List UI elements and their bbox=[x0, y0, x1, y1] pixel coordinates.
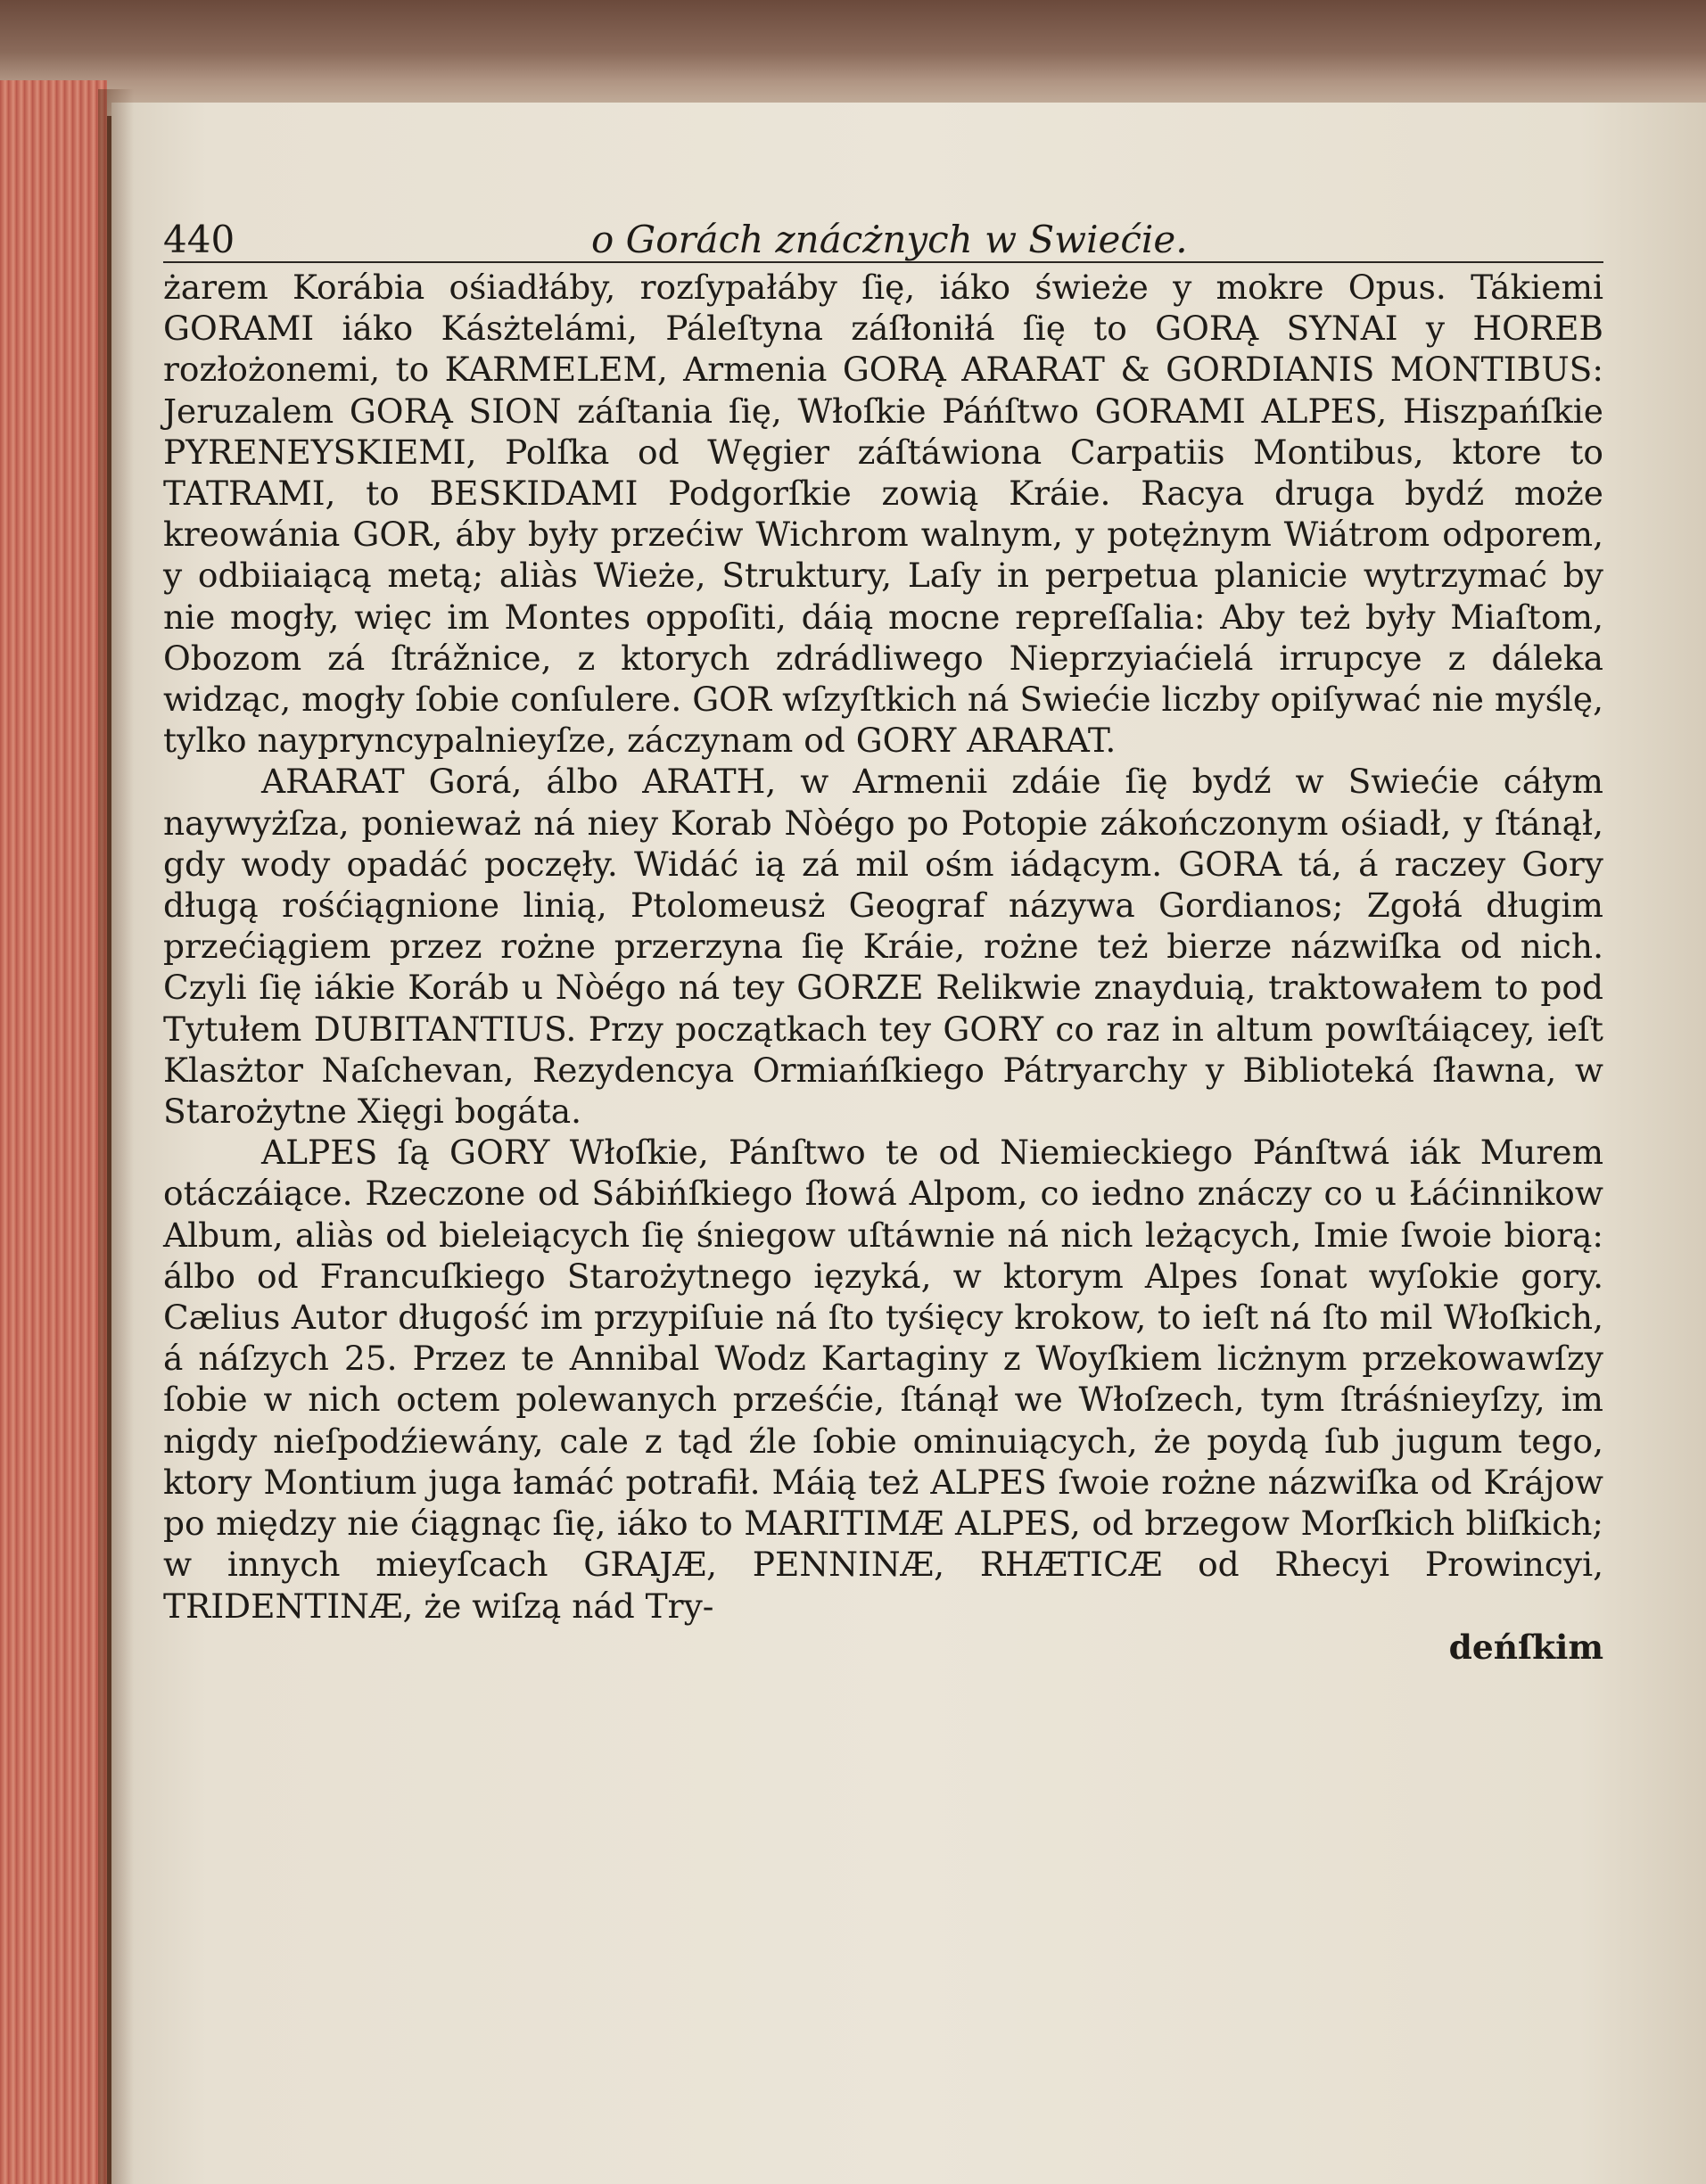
paragraph-continuation: żarem Korábia ośiadłáby, rozſypałáby ſię, iáko świeże y mokre Opus. Tákiemi GORAMI iáko Kásżtelámi, Páleſtyna záſłoniłá ſię to GORĄ SYNAI y HOREB rozłożonemi, to KARMELEM, Armenia GORĄ ARARAT & GORDIANIS MONTIBUS: Jeruzalem GORĄ SION záſtania ſię, Włoſkie Páńſtwo GORAMI ALPES, Hiszpańſkie PYRENEYSKIEMI, Polſka od Węgier záſtáwiona Carpatiis Montibus, ktore to TATRAMI, to BESKIDAMI Podgorſkie zowią Kráie. Racya druga bydź może kreowánia GOR, áby były przećiw Wichrom walnym, y potężnym Wiátrom odporem, y odbiiaiącą metą; aliàs Wieże, Struktury, Laſy in perpetua planicie wytrzymać by nie mogły, więc im Montes oppoſiti, dáią mocne repreſſalia: Aby też były Miaſtom, Obozom zá ſtrážnice, z ktorych zdrádliwego Nieprzyiaćielá irrupcye z dáleka widząc, mogły ſobie conſulere. GOR wſzyſtkich ná Swiećie liczby opiſywać nie myślę, tylko naypryncypalnieyſze, záczynam od GORY ARARAT. bbox=[163, 268, 1603, 761]
running-title: o Gorách znácżnych w Swiećie. bbox=[591, 218, 1188, 261]
page-header bbox=[163, 218, 1603, 263]
paragraph-ararat: ARARAT Gorá, álbo ARATH, w Armenii zdáie ſię bydź w Swiećie cáłym naywyżſza, ponieważ ná niey Korab Nòégo po Potopie zákończonym ośiadł, y ſtánął, gdy wody opadáć poczęły. Widáć ią zá mil ośm iádącym. GORA tá, á raczey Gory długą rośćiągnione linią, Ptolomeusż Geograf názywa Gordianos; Zgołá długim przećiągiem przez rożne przerzyna ſię Kráie, rożne też bierze názwiſka od nich. Czyli ſię iákie Koráb u Nòégo ná tey GORZE Relikwie znayduią, traktowałem to pod Tytułem DUBITANTIUS. Przy początkach tey GORY co raz in altum powſtáiącey, ieſt Klasżtor Naſchevan, Rezydencya Ormiańſkiego Pátryarchy y Biblioteká ſławna, w Starożytne Xięgi bogáta. bbox=[163, 762, 1603, 1132]
paragraph-alpes: ALPES ſą GORY Włoſkie, Pánſtwo te od Niemieckiego Pánſtwá iák Murem otáczáiące. Rzeczone od Sábińſkiego ſłowá Alpom, co iedno znáczy co u Łáćinnikow Album, aliàs od bieleiących ſię śniegow uſtáwnie ná nich leżących, Imie ſwoie biorą: álbo od Francuſkiego Starożytnego ięzyká, w ktorym Alpes ſonat wyſokie gory. Cælius Autor długość im przypiſuie ná ſto tyśięcy krokow, to ieſt ná ſto mil Włoſkich, á náſzych 25. Przez te Annibal Wodz Kartaginy z Woyſkiem licżnym przekowawſzy ſobie w nich octem polewanych prześćie, ſtánął we Włoſzech, tym ſtráśnieyſzy, im nigdy nieſpodźiewány, cale z tąd źle ſobie ominuiących, że poydą ſub jugum tego, ktory Montium juga łamáć potrafił. Máią też ALPES ſwoie rożne názwiſka od Krájow po między nie ćiągnąc ſię, iáko to MARITIMÆ ALPES, od brzegow Morſkich bliſkich; w innych mieyſcach GRAJÆ, PENNINÆ, RHÆTICÆ od Rhecyi Prowincyi, TRIDENTINÆ, że wiſzą nád Try- bbox=[163, 1133, 1603, 1626]
page-number: 440 bbox=[163, 218, 235, 261]
page-content bbox=[163, 218, 1603, 1668]
catchword: deńſkim bbox=[1448, 1627, 1603, 1667]
gutter-shadow bbox=[98, 89, 134, 2184]
book-spine bbox=[0, 0, 1706, 116]
page-edges bbox=[0, 80, 107, 2184]
